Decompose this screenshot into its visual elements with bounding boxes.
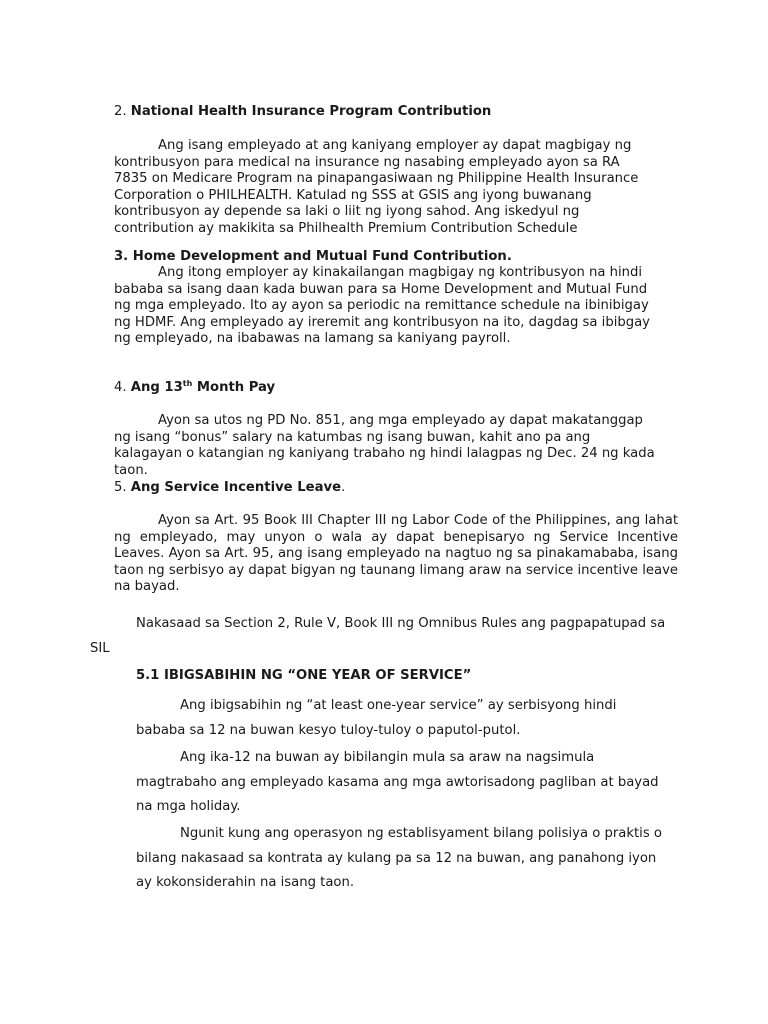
section-4-body: Ayon sa utos ng PD No. 851, ang mga empleyado ay dapat makatanggap ng isang “bonus” salary na katumbas ng isang buwan, kahit ano pa ang kalagayan o katangian ng kaniyang trabaho ng hindi lalagpas ng Dec. 24 ng kada taon. [114,413,655,478]
section-5-note: Nakasaad sa Section 2, Rule V, Book III ng Omnibus Rules ang pagpapatupad sa SIL [90,616,666,656]
section-5-1-title: 5.1 IBIGSABIHIN NG “ONE YEAR OF SERVICE” [136,668,472,683]
section-5-title-end: . [341,480,346,495]
section-3-body: Ang itong employer ay kinakailangan magbigay ng kontribusyon na hindi bababa sa isang daan kada buwan para sa Home Development and Mutual Fund ng mga empleyado. Ito ay ayon sa periodic na remittance schedule na ibinibigay ng HDMF. Ang empleyado ay ireremit ang kontribusyon na ito, dagdag sa ibibgay ng empleyado, na ibabawas na lamang sa kaniyang payroll. [114,265,650,346]
section-3-heading [114,249,674,266]
section-5-title: Ang Service Incentive Leave [130,480,342,495]
section-5-1-heading [136,668,676,685]
section-4-heading [114,380,674,397]
section-5-1-paragraph-1: Ang ibigsabihin ng “at least one-year service” ay serbisyong hindi bababa sa 12 na buwan kesyo tuloy-tuloy o paputol-putol. [136,698,617,738]
section-4-title-b: Month Pay [192,380,276,395]
section-5-body: Ayon sa Art. 95 Book III Chapter III ng Labor Code of the Philippines, ang lahat ng empleyado, may unyon o wala ay dapat benepisaryo ng Service Incentive Leaves. Ayon sa Art. 95, ang isang empleyado na nagtuo ng sa pinakamababa, isang taon ng serbisyo ay dapat bigyan ng taunang limang araw na service incentive leave na bayad. [114,513,678,594]
section-4-title-sup: th [182,379,193,388]
section-5-heading [114,480,674,497]
section-2-title: National Health Insurance Program Contribution [130,104,492,119]
section-4-number: 4. [114,380,131,395]
section-2-body: Ang isang empleyado at ang kaniyang employer ay dapat magbigay ng kontribusyon para medical na insurance ng nasabing empleyado ayon sa RA 7835 on Medicare Program na pinapangasiwaan ng Philippine Health Insurance Corporation o PHILHEALTH. Katulad ng SSS at GSIS ang iyong buwanang kontribusyon ay depende sa laki o liit ng iyong sahod. Ang iskedyul ng contribution ay makikita sa Philhealth Premium Contribution Schedule [114,138,639,236]
section-3-title: 3. Home Development and Mutual Fund Contribution. [114,249,512,264]
section-5-1-paragraph-2: Ang ika-12 na buwan ay bibilangin mula sa araw na nagsimula magtrabaho ang empleyado kasama ang mga awtorisadong pagliban at bayad na mga holiday. [136,750,659,814]
section-5-1-paragraph-3: Ngunit kung ang operasyon ng establisyament bilang polisiya o praktis o bilang nakasaad sa kontrata ay kulang pa sa 12 na buwan, ang panahong iyon ay kokonsiderahin na isang taon. [136,826,662,890]
section-5-number: 5. [114,480,131,495]
section-4-title-a: Ang 13 [130,380,183,395]
section-2-heading [114,104,674,121]
section-2-number: 2. [114,104,131,119]
